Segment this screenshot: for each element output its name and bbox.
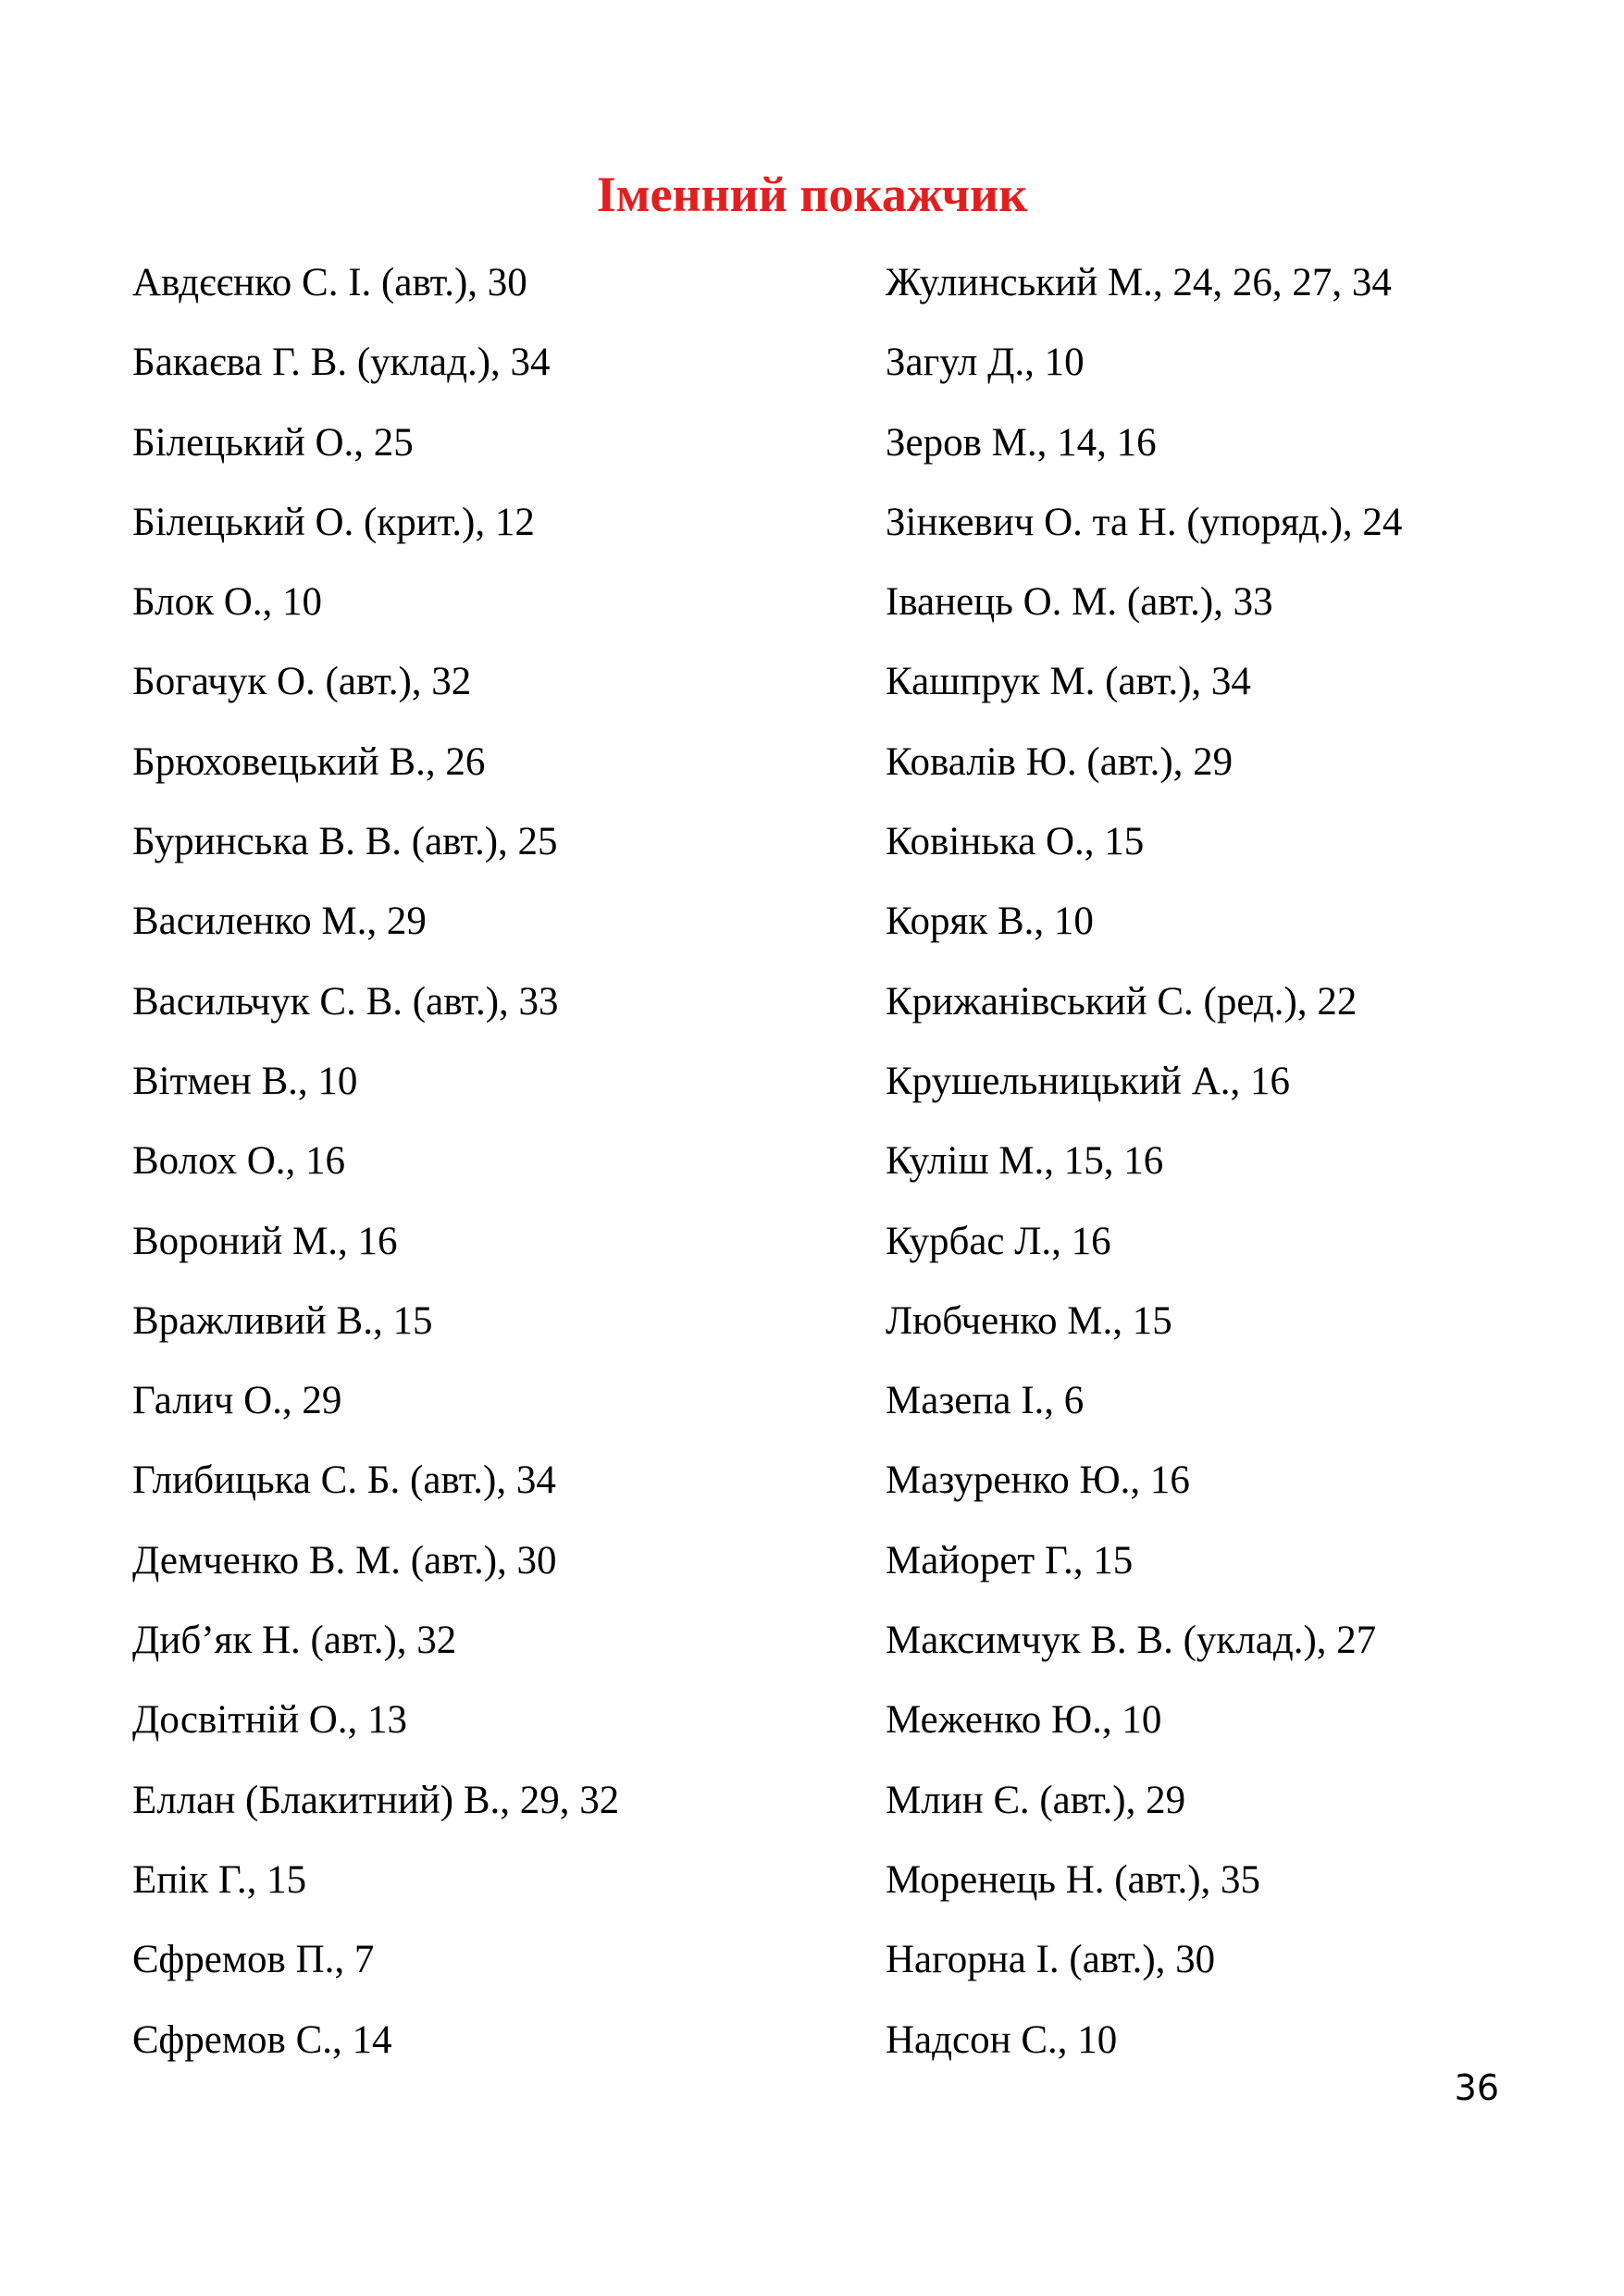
- index-entry: Мазепа І., 6: [886, 1379, 1085, 1423]
- index-entry: Волох О., 16: [132, 1139, 346, 1184]
- index-entry: Загул Д., 10: [886, 341, 1085, 385]
- index-entry: Мазуренко Ю., 16: [886, 1458, 1190, 1503]
- index-entry: Еллан (Блакитний) В., 29, 32: [132, 1778, 620, 1822]
- index-entry: Зеров М., 14, 16: [886, 420, 1157, 465]
- index-entry: Брюховецький В., 26: [132, 739, 486, 784]
- index-entry: Глибицька С. Б. (авт.), 34: [132, 1458, 556, 1503]
- index-entry: Іванець О. М. (авт.), 33: [886, 580, 1273, 625]
- index-entry: Буринська В. В. (авт.), 25: [132, 820, 558, 864]
- index-entry: Жулинський М., 24, 26, 27, 34: [886, 261, 1392, 304]
- index-entry: Моренець Н. (авт.), 35: [886, 1857, 1261, 1902]
- index-entry: Василенко М., 29: [132, 900, 427, 944]
- index-entry: Бакаєва Г. В. (уклад.), 34: [132, 341, 551, 385]
- index-entry: Меженко Ю., 10: [886, 1698, 1162, 1743]
- index-entry: Майорет Г., 15: [886, 1538, 1134, 1582]
- index-entry: Єфремов С., 14: [132, 2017, 392, 2062]
- index-entry: Максимчук В. В. (уклад.), 27: [886, 1619, 1377, 1663]
- index-entry: Блок О., 10: [132, 580, 323, 625]
- index-entry: Кашпрук М. (авт.), 34: [886, 660, 1251, 704]
- index-entry: Коряк В., 10: [886, 900, 1094, 944]
- index-entry: Млин Є. (авт.), 29: [886, 1778, 1186, 1822]
- index-entry: Авдєєнко С. І. (авт.), 30: [132, 261, 527, 304]
- index-column-left: [132, 259, 854, 2096]
- index-entry: Диб’як Н. (авт.), 32: [132, 1619, 457, 1663]
- index-entry: Епік Г., 15: [132, 1857, 307, 1902]
- index-entry: Богачук О. (авт.), 32: [132, 660, 472, 704]
- index-entry: Зінкевич О. та Н. (упоряд.), 24: [886, 500, 1403, 544]
- page-number: 36: [1454, 2067, 1499, 2108]
- index-entry: Нагорна І. (авт.), 30: [886, 1938, 1216, 1982]
- index-entry: Ковінька О., 15: [886, 820, 1145, 864]
- index-entry: Васильчук С. В. (авт.), 33: [132, 979, 559, 1024]
- index-entry: Єфремов П., 7: [132, 1938, 375, 1982]
- index-entry: Демченко В. М. (авт.), 30: [132, 1538, 557, 1582]
- index-entry: Вітмен В., 10: [132, 1059, 358, 1103]
- index-entry: Крижанівський С. (ред.), 22: [886, 979, 1357, 1024]
- index-entry: Галич О., 29: [132, 1379, 342, 1423]
- index-entry: Любченко М., 15: [886, 1298, 1172, 1343]
- index-entry: Вражливий В., 15: [132, 1298, 433, 1343]
- index-entry: Крушельницький А., 16: [886, 1059, 1290, 1103]
- index-entry: Куліш М., 15, 16: [886, 1139, 1164, 1184]
- index-entry: Досвітній О., 13: [132, 1698, 408, 1743]
- index-entry: Вороний М., 16: [132, 1219, 398, 1263]
- page-title: Іменний покажчик: [596, 167, 1028, 223]
- index-column-right: [886, 259, 1589, 2096]
- index-entry: Ковалів Ю. (авт.), 29: [886, 739, 1233, 784]
- index-entry: Білецький О., 25: [132, 420, 414, 465]
- index-entry: Надсон С., 10: [886, 2017, 1118, 2062]
- index-entry: Курбас Л., 16: [886, 1219, 1111, 1263]
- index-entry: Білецький О. (крит.), 12: [132, 500, 535, 544]
